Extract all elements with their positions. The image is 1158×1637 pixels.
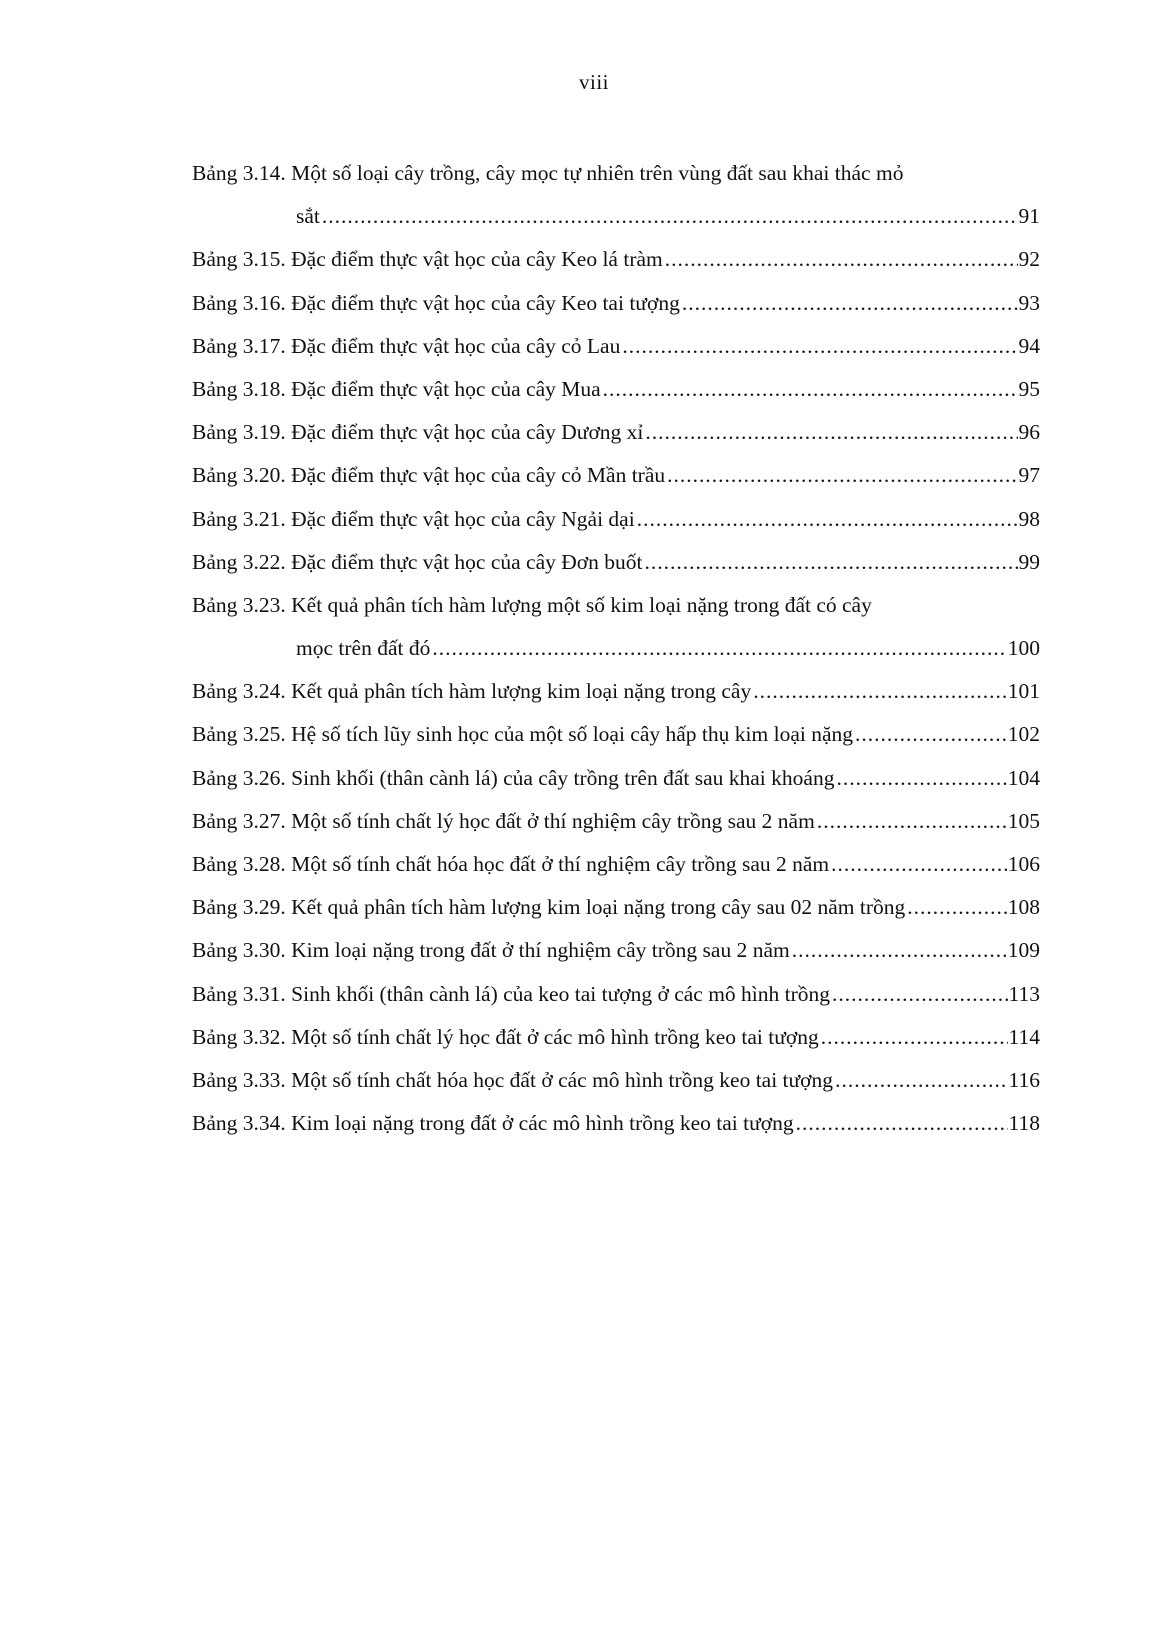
- toc-entry-page: 91: [1018, 204, 1040, 229]
- toc-entry[interactable]: [192, 973, 1040, 1016]
- toc-entry-page: 104: [1007, 765, 1040, 790]
- toc-entry-page: 109: [1007, 938, 1040, 963]
- toc-leader-dots: [665, 238, 1018, 281]
- toc-entry-title: Bảng 3.16. Đặc điểm thực vật học của cây Keo tai tượng: [192, 290, 680, 315]
- toc-entry-page: 102: [1007, 722, 1040, 747]
- toc-entry-page: 100: [1007, 636, 1040, 661]
- toc-entry-continuation[interactable]: [192, 627, 1040, 670]
- toc-leader-dots: [835, 1059, 1007, 1102]
- toc-leader-dots: [832, 973, 1008, 1016]
- toc-entry-page: 106: [1007, 852, 1040, 876]
- toc-entry-title: Bảng 3.19. Đặc điểm thực vật học của cây Dương xỉ: [192, 420, 644, 445]
- toc-entry[interactable]: [192, 584, 1040, 627]
- toc-entry-title: Bảng 3.33. Một số tính chất hóa học đất ở các mô hình trồng keo tai tượng: [192, 1067, 834, 1092]
- toc-leader-dots: [432, 627, 1006, 670]
- page-number: viii: [578, 70, 609, 94]
- toc-entry-page: 108: [1007, 895, 1040, 920]
- toc-entry-continuation[interactable]: [192, 195, 1040, 238]
- toc-entry[interactable]: [192, 1016, 1040, 1059]
- toc-entry-page: 97: [1018, 463, 1040, 488]
- toc-entry-title: Bảng 3.23. Kết quả phân tích hàm lượng một số kim loại nặng trong đất có cây: [192, 592, 872, 617]
- toc-entry[interactable]: [192, 411, 1040, 454]
- toc-entry[interactable]: [192, 800, 1040, 843]
- toc-entry[interactable]: [192, 929, 1040, 972]
- toc-entry-title: Bảng 3.22. Đặc điểm thực vật học của cây Đơn buốt: [192, 549, 643, 574]
- toc-entry[interactable]: [192, 541, 1040, 584]
- toc-entry-title: Bảng 3.20. Đặc điểm thực vật học của cây cỏ Mần trầu: [192, 463, 666, 488]
- toc-entry-page: 118: [1008, 1111, 1040, 1136]
- toc-entry[interactable]: [192, 886, 1040, 929]
- toc-leader-dots: [796, 1102, 1008, 1145]
- toc-entry-page: 99: [1018, 549, 1040, 574]
- toc-entry[interactable]: [192, 757, 1040, 800]
- toc-leader-dots: [836, 757, 1006, 800]
- toc-leader-dots: [645, 541, 1018, 584]
- toc-leader-dots: [622, 325, 1017, 368]
- toc-entry-page: 116: [1008, 1067, 1040, 1092]
- toc-entry-title: Bảng 3.34. Kim loại nặng trong đất ở các mô hình trồng keo tai tượng: [192, 1111, 794, 1136]
- toc-entry-title: Bảng 3.27. Một số tính chất lý học đất ở thí nghiệm cây trồng sau 2 năm: [192, 808, 815, 833]
- toc-entry-page: 101: [1007, 679, 1040, 704]
- toc-entry[interactable]: [192, 152, 1040, 195]
- toc-entry[interactable]: [192, 325, 1040, 368]
- toc-entry-title: Bảng 3.15. Đặc điểm thực vật học của cây Keo lá tràm: [192, 247, 663, 272]
- toc-leader-dots: [817, 800, 1007, 843]
- toc-entry-title: Bảng 3.25. Hệ số tích lũy sinh học của một số loại cây hấp thụ kim loại nặng: [192, 722, 854, 747]
- toc-leader-dots: [667, 454, 1017, 497]
- toc-entry[interactable]: [192, 843, 1040, 886]
- toc-entry-page: 105: [1007, 808, 1040, 833]
- toc-entry-page: 114: [1008, 1024, 1040, 1049]
- toc-entry[interactable]: [192, 238, 1040, 281]
- toc-leader-dots: [821, 1016, 1008, 1059]
- toc-entry-title: Bảng 3.17. Đặc điểm thực vật học của cây cỏ Lau: [192, 333, 621, 358]
- toc-entry-title: Bảng 3.26. Sinh khối (thân cành lá) của cây trồng trên đất sau khai khoáng: [192, 765, 835, 790]
- toc-leader-dots: [753, 670, 1007, 713]
- toc-entry-title: Bảng 3.21. Đặc điểm thực vật học của cây Ngải dại: [192, 506, 635, 531]
- toc-entry[interactable]: [192, 670, 1040, 713]
- toc-leader-dots: [907, 886, 1006, 929]
- toc-leader-dots: [831, 843, 1007, 886]
- toc-entry[interactable]: [192, 282, 1040, 325]
- toc-entry-page: 93: [1018, 290, 1040, 315]
- toc-entry-title: Bảng 3.31. Sinh khối (thân cành lá) của keo tai tượng ở các mô hình trồng: [192, 981, 831, 1006]
- toc-entry[interactable]: [192, 368, 1040, 411]
- toc-entry-page: 98: [1018, 506, 1040, 531]
- toc-leader-dots: [645, 411, 1017, 454]
- toc-entry-page: 113: [1008, 981, 1040, 1006]
- toc-entry-title: Bảng 3.29. Kết quả phân tích hàm lượng kim loại nặng trong cây sau 02 năm trồng: [192, 895, 906, 920]
- toc-entry-title: Bảng 3.28. Một số tính chất hóa học đất ở thí nghiệm cây trồng sau 2 năm: [192, 852, 830, 876]
- toc-leader-dots: [637, 498, 1018, 541]
- toc-entry-page: 92: [1018, 247, 1040, 272]
- table-of-tables: [192, 152, 1040, 1145]
- toc-entry-title: Bảng 3.24. Kết quả phân tích hàm lượng kim loại nặng trong cây: [192, 679, 752, 704]
- toc-entry-page: 96: [1018, 420, 1040, 445]
- toc-entry-title: Bảng 3.32. Một số tính chất lý học đất ở các mô hình trồng keo tai tượng: [192, 1024, 819, 1049]
- toc-entry-page: 95: [1018, 376, 1040, 401]
- toc-entry[interactable]: [192, 713, 1040, 756]
- toc-leader-dots: [322, 195, 1018, 238]
- toc-entry-title: Bảng 3.30. Kim loại nặng trong đất ở thí nghiệm cây trồng sau 2 năm: [192, 938, 790, 963]
- toc-entry-title: Bảng 3.18. Đặc điểm thực vật học của cây Mua: [192, 376, 601, 401]
- toc-entry[interactable]: [192, 1102, 1040, 1145]
- toc-leader-dots: [682, 282, 1018, 325]
- toc-entry[interactable]: [192, 498, 1040, 541]
- toc-entry-title: sắt: [296, 204, 320, 229]
- toc-entry[interactable]: [192, 1059, 1040, 1102]
- toc-leader-dots: [855, 713, 1007, 756]
- toc-entry-title: mọc trên đất đó: [296, 636, 431, 661]
- toc-entry[interactable]: [192, 454, 1040, 497]
- toc-leader-dots: [792, 929, 1007, 972]
- toc-entry-page: 94: [1018, 333, 1040, 358]
- toc-entry-title: Bảng 3.14. Một số loại cây trồng, cây mọc tự nhiên trên vùng đất sau khai thác mỏ: [192, 161, 904, 185]
- toc-leader-dots: [603, 368, 1018, 411]
